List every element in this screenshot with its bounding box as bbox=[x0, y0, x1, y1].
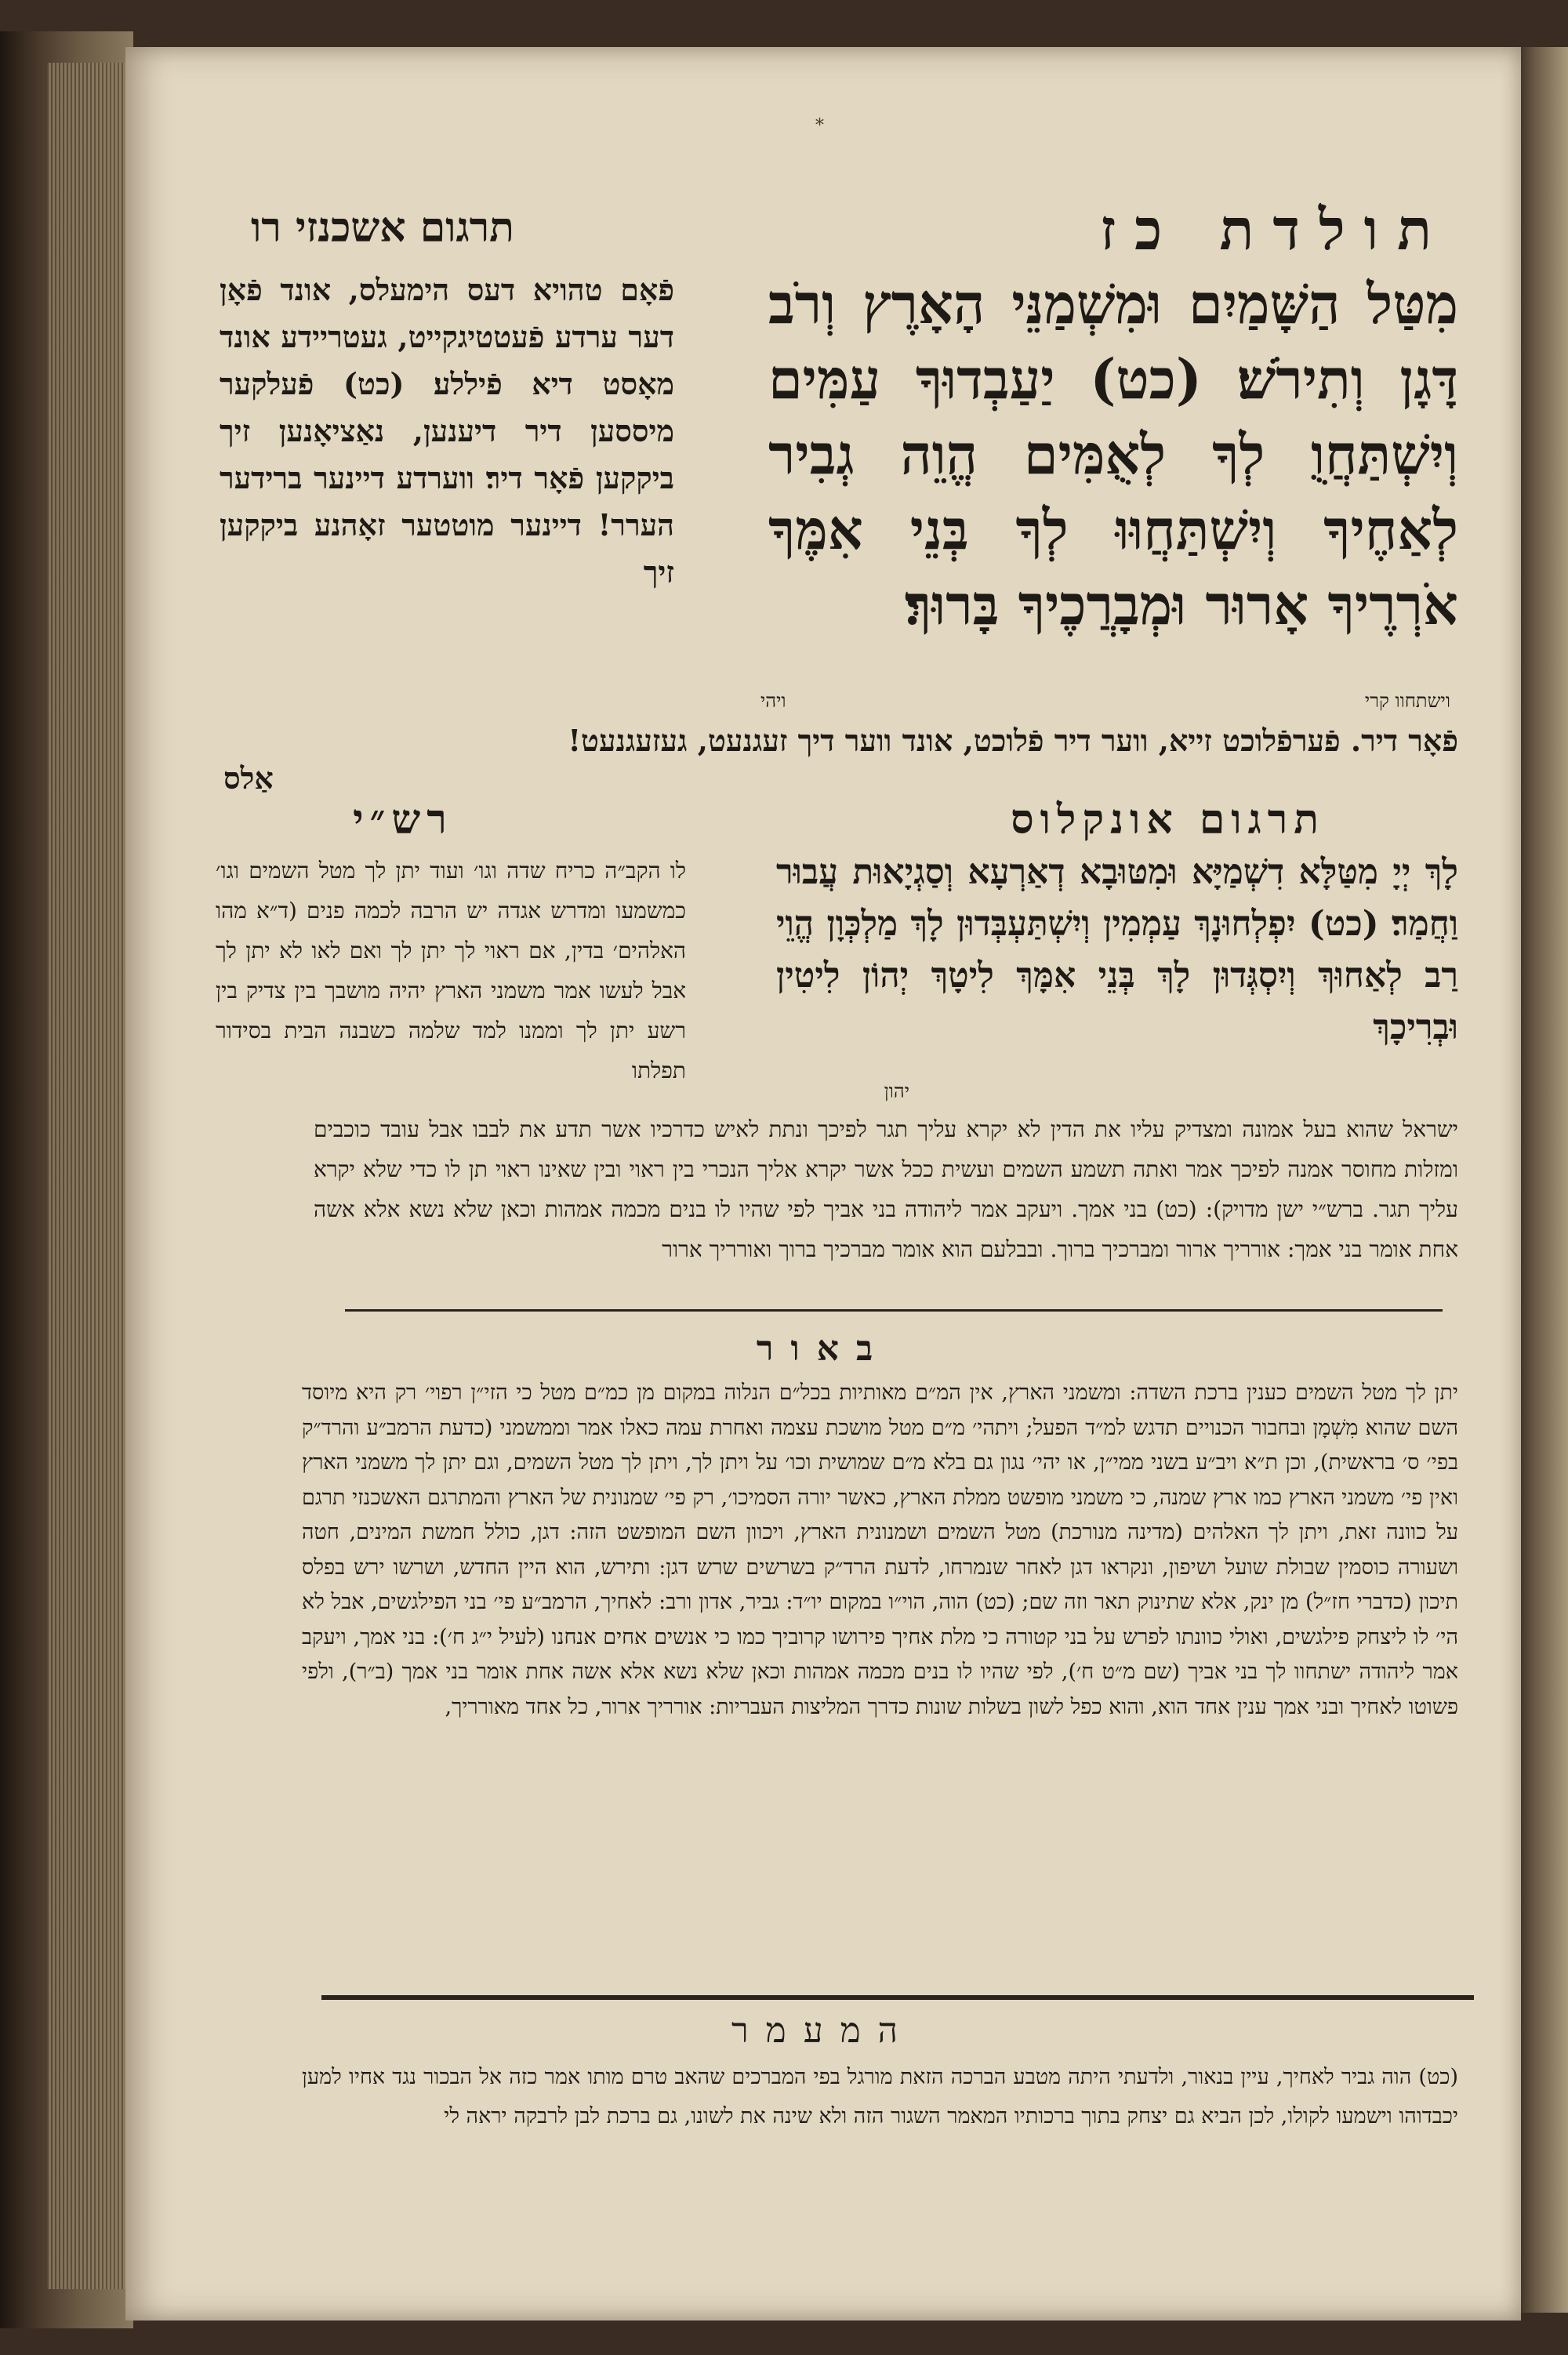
qere-note-row bbox=[760, 690, 1450, 713]
onkelos-text: לָךְ יְיָ מִטַּלָּא דִשְׁמַיָּא וּמִטּוּבָא דְאַרְעָא וְסַגְיָאוּת עֲבוּר וַחֲמַר׃ (כט) יִפְלְחוּנָךְ עַמְמִין וְיִשְׁתַּעְבְּדוּן לָךְ מַלְכְּוָן הֱוֵי רַב לְאַחוּךְ וְיִסְגְּדוּן לָךְ בְּנֵי אִמָּךְ לִיטָךְ יְהוֹן לִיטִין וּבְרִיכָךְ bbox=[776, 852, 1458, 1047]
yiddish-catchword: אַלס bbox=[223, 760, 274, 796]
torah-catchword: ויהי bbox=[760, 690, 786, 712]
measef-heading: המעמר bbox=[731, 2011, 915, 2051]
onkelos-heading: תרגום אונקלוס bbox=[1011, 796, 1325, 844]
yiddish-translation-column: פֿאָם טהויא דעס הימעלס, אונד פֿאָן דער ערדע פֿעטטיגקייט, געטריידע אונד מאָסט דיא פֿיללע׃ (כט) פֿעלקער מיססען דיר דיענען, נאַציאָנען זיך ביקקען פֿאָר דיר׃ ווערדע דיינער ברידער הערר! דיינער מוטטער זאָהנע ביקקען זיך bbox=[220, 272, 674, 590]
book-page bbox=[125, 47, 1521, 2321]
qere-note: וישתחוו קרי bbox=[1364, 690, 1450, 712]
beur-heading: באור bbox=[756, 1329, 891, 1369]
section-divider bbox=[345, 1309, 1443, 1312]
page-ornament: * bbox=[815, 116, 824, 136]
section-divider-thick bbox=[321, 1995, 1474, 2000]
torah-verse-text: מִטַּל הַשָּׁמַיִם וּמִשְׁמַנֵּי הָאָרֶץ וְרֹב דָּגָן וְתִירֹשׁ׃ (כט) יַעַבְדוּךָ עַמִּים וְיִשְׁתַּחֲוֻ לְךָ לְאֻמִּים הֱוֵה גְבִיר לְאַחֶיךָ וְיִשְׁתַּחֲוּוּ לְךָ בְּנֵי אִמֶּךָ אֹרְרֶיךָ אָרוּר וּמְבָרֲכֶיךָ בָּרוּךְ׃ bbox=[768, 271, 1458, 637]
measef-commentary: (כט) הוה גביר לאחיך, עיין בנאור, ולדעתי היתה מטבע הברכה הזאת מורגל בפי המברכים שהאב טרם מותו אמר כזה אל הבכור נגד אחיו למען יכבדוהו וישמעו לקולו, לכן הביא גם יצחק בתוך ברכותיו המאמר השגור הזה ולא שינה את לשונו, גם ברכת לבן לרבקה יראה לי bbox=[302, 2065, 1458, 2128]
running-header-translation: תרגום אשכנזי רו bbox=[251, 204, 514, 252]
rashi-heading: רש״י bbox=[353, 796, 453, 844]
book-binding bbox=[0, 31, 133, 2328]
beur-commentary: יתן לך מטל השמים כענין ברכת השדה: ומשמני הארץ, אין המ״ם מאותיות בכל״ם הנלוה במקום מן כמ״ם מטל כי הזי״ן רפוי׳ רק היא מיוסד השם שהוא מִשְׁמָן ובחבור הכנויים תדגש למ״ד הפעל; ויתהי׳ מ״ם מטל מושכת עצמה ואחרת עמה כאלו אמר וממשמני (כדעת הרמב״ע והרד״ק בפי׳ ס׳ בראשית), וכן ת״א ויב״ע בשני ממי״ן, או יהי׳ נגון גם בלא מ״ם שמושית וכו׳ על ויתן לך, ויתן לך מטל השמים, וגם יתן לך משמני הארץ ואין פי׳ משמני הארץ כמו ארץ שמנה, כי משמני מופשט ממלת הארץ, כאשר יורה הסמיכו׳, רק פי׳ שמנונית של הארץ והמתרגם האשכנזי תרגם על כוונה זאת, ויתן לך האלהים (מדינה מנורכת) מטל השמים ושמנונית הארץ, ויכוון השם המופשט הזה: דגן, כולל חמשת המינים, חטה ושעורה כוסמין שבולת שועל ושיפון, ונקראו דגן לאחר שנמרחו, לדעת הרד״ק בשרשים שרש דגן: ותירש, הוא היין החדש, ושרשו ירש בפלס תיכון (כדברי חז״ל) מן ינק, אלא שתינוק תאר וזה שם; (כט) הוה, הוי״ו במקום יו״ד: גביר, אדון ורב: לאחיך, הרמב״ע פי׳ בני הפילגשים, אבל לא הי׳ לו ליצחק פילגשים, ואולי כוונתו לפרש על בני קטורה כי מלת אחיך פירושו קרוביך כמו כי אנשים אחים אנחנו (לעיל י״ג ח׳): בני אמך, ויעקב אמר ליהודה ישתחוו לך בני אביך (שם מ״ט ח׳), לפי שהיו לו בנים מכמה אמהות וכאן שלא נשא אלא אשה אחת אומר בני אמך (ב״ר), ולפי פשוטו לאחיך ובני אמך ענין אחד הוא, והוא כפל לשון בשלות שונות כדרך המליצות העבריות: אורריך ארור, כל אחד מאורריך, bbox=[302, 1381, 1458, 1719]
running-header-parasha: תולדת כז bbox=[1100, 196, 1450, 263]
onkelos-catchword: יהון bbox=[884, 1080, 909, 1102]
facing-page-edge bbox=[1513, 47, 1568, 2313]
rashi-column: לו הקב״ה כריח שדה וגו׳ ועוד יתן לך מטל השמים וגו׳ כמשמעו ומדרש אגדה יש הרבה לכמה פנים (ד״א מהו האלהים׳ בדין, אם ראוי לך יתן לך ואם לאו לא יתן לך אבל לעשו אמר משמני הארץ יהיה מושבך בין צדיק בין רשע יתן לך וממנו למד שלמה כשבנה הבית בסידור תפלתו bbox=[216, 858, 686, 1083]
yiddish-translation-continuation: פֿאָר דיר. פֿערפֿלוכט זייא, ווער דיר פֿלוכט, אונד ווער דיך זעגנעט, געזעגנעט! bbox=[568, 723, 1458, 758]
rashi-continuation: ישראל שהוא בעל אמונה ומצדיק עליו את הדין לא יקרא עליך תגר לפיכך ונתת לאיש כדרכיו אשר תדע את לבבו אבל עובד כוכבים ומזלות מחוסר אמנה לפיכך אמר ואתה תשמע השמים ועשית ככל אשר יקרא אליך הנכרי בין ראוי ובין שאינו ראוי תן לו כדי שלא יקרא עליך תגר. ברש״י ישן מדויק): (כט) בני אמך. ויעקב אמר ליהודה בני אביך לפי שהיו לו בנים מכמה אמהות וכאן שלא נשא אלא אשה אחת אומר בני אמך: אורריך ארור ומברכיך ברוך. ובבלעם הוא אומר מברכיך ברוך ואורריך ארור bbox=[314, 1116, 1458, 1262]
